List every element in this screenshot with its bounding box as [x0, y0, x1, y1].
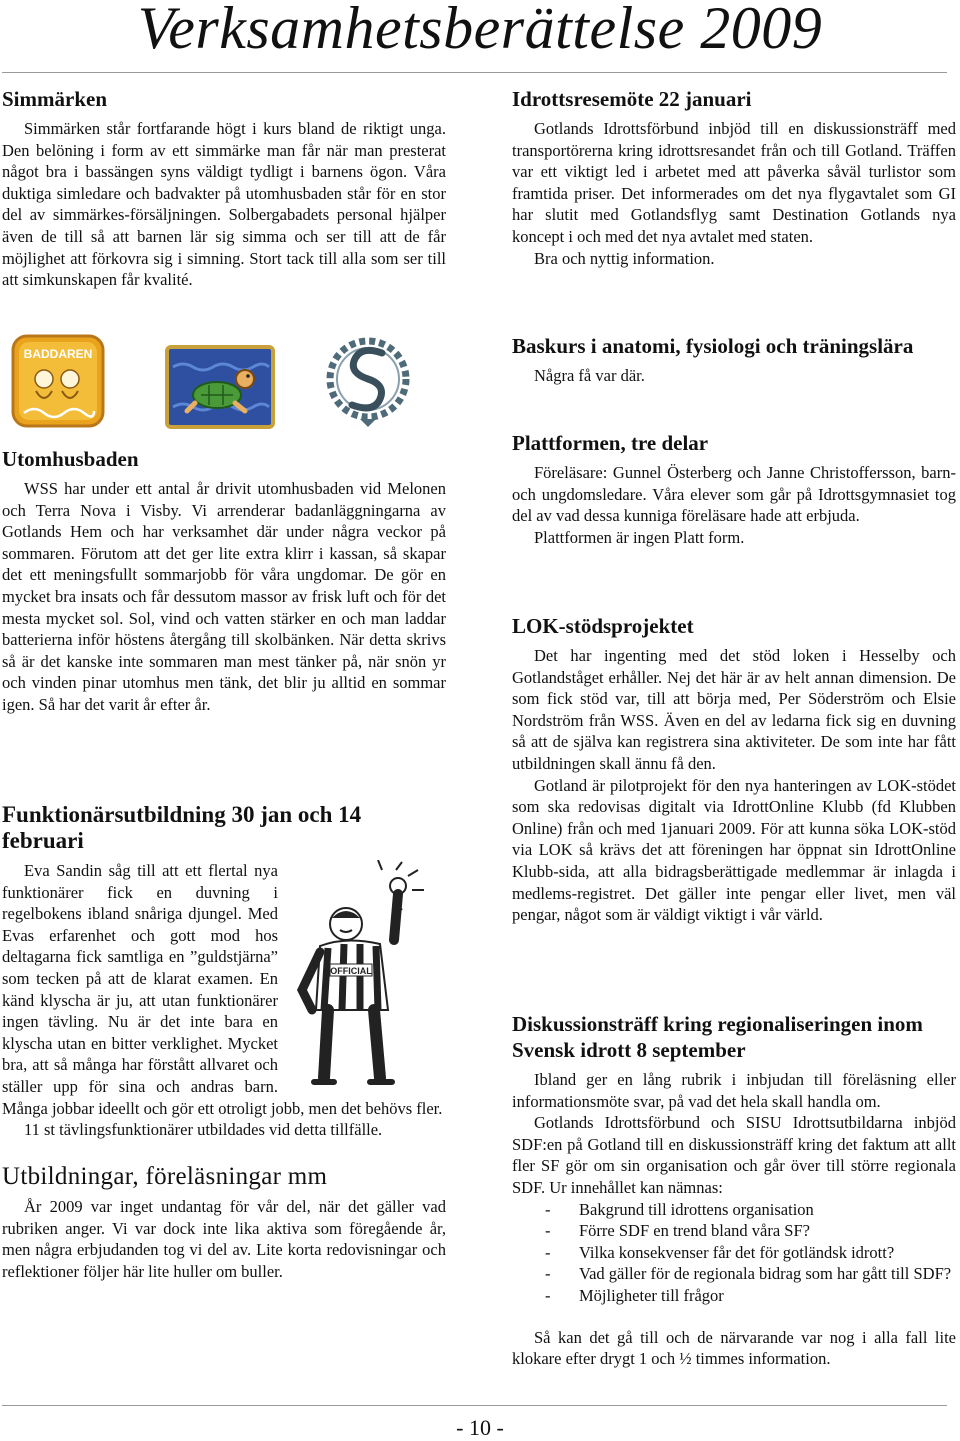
section-body: År 2009 var inget undantag för vår del, när det gäller vad rubriken anger. Vi var dock inte lika aktiva som föregående år, men några erbjudanden tog vi del av. Lite korta redovisningar och reflektioner följer här lite huller om buller.	[2, 1197, 446, 1281]
section-heading: Baskurs i anatomi, fysiologi och träningslära	[512, 334, 914, 358]
section-body: Ibland ger en lång rubrik i inbjudan till föreläsning eller informationsmöte svar, på vad det hela skall handla om.	[512, 1070, 956, 1111]
wreath-s-badge-icon	[320, 327, 416, 431]
section-body-2: 11 st tävlingsfunktionärer utbildades vid detta tillfälle.	[24, 1120, 383, 1140]
section-body: Några få var där.	[534, 366, 645, 385]
section-heading: Diskussionsträff kring regionaliseringen inom Svensk idrott 8 september	[512, 1012, 923, 1062]
section-baskurs	[512, 333, 956, 387]
section-body: Eva Sandin såg till att ett flertal nya funktionärer fick en duvning i regelbokens ibland snåriga djungel. Med Evas erfarenhet och gott mod hos deltagarna fick samtliga en ”guldstjärna” som tecken på att de klarat examen. En känd klyscha är ju, att utan funktionärer ingen tävling. Nu är det inte bara en klyscha utan en bitter verklighet. Mycket bra, att så många har förstått allvaret och ställer upp för sina och andras barn. Många jobbar ideellt och gör ett otroligt jobb, men det behövs fler.	[2, 861, 443, 1118]
referee-shirt-text: OFFICIAL	[330, 966, 372, 976]
section-heading: Idrottsresemöte 22 januari	[512, 87, 752, 111]
section-utbildningar	[2, 1164, 446, 1282]
section-heading: Utomhusbaden	[2, 447, 139, 471]
section-heading: Simmärken	[2, 87, 107, 111]
referee-illustration-icon	[284, 860, 446, 1092]
topic-list	[512, 1199, 956, 1307]
section-body: WSS har under ett antal år drivit utomhusbaden vid Melonen och Terra Nova i Visby. Vi arrenderar badanläggningarna av Gotlands Hem och har verksamhet där under några veckor på sommaren. Förutom att det ger lite extra klirr i kassan, så skapar det ett meningsfullt sommarjobb för våra ungdomar. De gör en mycket bra insats och får dessutom massor av frisk luft och för det mesta mycket sol. Sol, vind och vatten stärker en och man laddar batterierna inför höstens återgång till skolbänken. När detta skrivs så är det kanske inte sommaren man mest tänker på, när snön yr och vinden pinar utomhus men tänk, det blir ju alltid en sommar igen. Så har det varit år efter år.	[2, 479, 446, 714]
list-item: - Vad gäller för de regionala bidrag som har gått till SDF?	[512, 1263, 956, 1285]
section-plattformen	[512, 430, 956, 548]
footer-rule	[2, 1405, 947, 1406]
section-utomhusbaden	[2, 446, 446, 716]
section-body-2: Bra och nyttig information.	[534, 248, 715, 268]
section-heading: Utbildningar, föreläsningar mm	[2, 1163, 328, 1190]
page-title: Verksamhetsberättelse 2009	[137, 0, 823, 61]
section-body: Simmärken står fortfarande högt i kurs bland de riktigt unga. Den belöning i form av ett simmärke man får när man presterat något bra i bassängen syns väldigt tydligt i barnens ögon. Våra duktiga simledare och badvakter på utomhusbaden står för en stor del av simmärkes-försäljningen. Solbergabadets personal hjälper även de till så att barnen lär sig simma och ser till att de får möjlighet att förkovra sig i simning. Stort tack till alla som ser till att simkunskapen får kvalité.	[2, 119, 446, 290]
section-body: Föreläsare: Gunnel Österberg och Janne Christoffersson, barn- och ungdomsledare. Våra elever som går på Idrottsgymnasiet tog del av vad dessa kunniga föreläsare hade att erbjuda.	[512, 463, 956, 526]
section-heading: Funktionärsutbildning 30 jan och 14 februari	[2, 802, 362, 853]
baddaren-badge-icon	[10, 333, 106, 429]
baddaren-badge-text: BADDAREN	[23, 347, 93, 361]
turtle-badge-icon	[165, 345, 275, 429]
section-funktionarsutbildning	[2, 802, 446, 1141]
list-item: - Vilka konsekvenser får det för gotländsk idrott?	[512, 1242, 956, 1264]
section-lok	[512, 613, 956, 926]
list-item: - Förre SDF en trend bland våra SF?	[512, 1220, 956, 1242]
header-rule	[2, 72, 947, 73]
section-closing: Så kan det gå till och de närvarande var nog i alla fall lite klokare efter drygt 1 och ½ timmes information.	[512, 1327, 956, 1369]
section-heading: Plattformen, tre delar	[512, 431, 709, 455]
section-simmarken	[2, 86, 446, 291]
section-body-2: Gotland är pilotprojekt för den nya hanteringen av LOK-stödet som ska redovisas digitalt via IdrottOnline Klubb (fd Klubben Online) från och med 1januari 2009. För att kunna söka LOK-stöd via LOK så krävs det att föreningen har öppnat sin IdrottOnline Klubb-sida, att alla bidragsberättigade medlemmar är inlagda i medlems-registret. Det gäller inte pengar eller livet, men väl pengar, något som är väldigt viktigt i vår värld.	[512, 775, 956, 925]
section-heading: LOK-stödsprojektet	[512, 614, 694, 638]
list-item: - Bakgrund till idrottens organisation	[512, 1199, 956, 1221]
section-body-2: Plattformen är ingen Platt form.	[534, 527, 745, 547]
section-body-2: Gotlands Idrottsförbund och SISU Idrottsutbildarna inbjöd SDF:en på Gotland till en diskussionsträff kring det faktum att allt fler SF gör om sin organisation och går över till större regionala SDF. Ur innehållet kan nämnas:	[512, 1113, 956, 1197]
swim-badges	[2, 325, 448, 435]
section-body: Gotlands Idrottsförbund inbjöd till en diskussionsträff med transportörerna kring idrottsresandet från och till Gotland. Träffen var ett viktigt led i arbetet med att påverka såväl turlistor som framtida priser. Det informerades om det nya flygavtalet som GI har slutit med Gotlandsflyg samt Destination Gotlands nya koncept i och med det nya avtalet med staten.	[512, 119, 956, 246]
list-item: - Möjligheter till frågor	[512, 1285, 956, 1307]
page-number: - 10 -	[456, 1415, 504, 1440]
section-diskussion	[512, 1011, 956, 1370]
section-body: Det har ingenting med det stöd loken i Hesselby och Gotlandståget erhåller. Nej det här är av helt annan dimension. De som fick stöd var, till att börja med, Per Söderström och Elsie Nordström från WSS. Även en del av ledarna fick sig en duvning så att de själva kan registrera sina aktiviteter. De som inte har fått utbildningen skall ännu få den.	[512, 646, 956, 773]
section-idrottsresemote	[512, 86, 956, 269]
